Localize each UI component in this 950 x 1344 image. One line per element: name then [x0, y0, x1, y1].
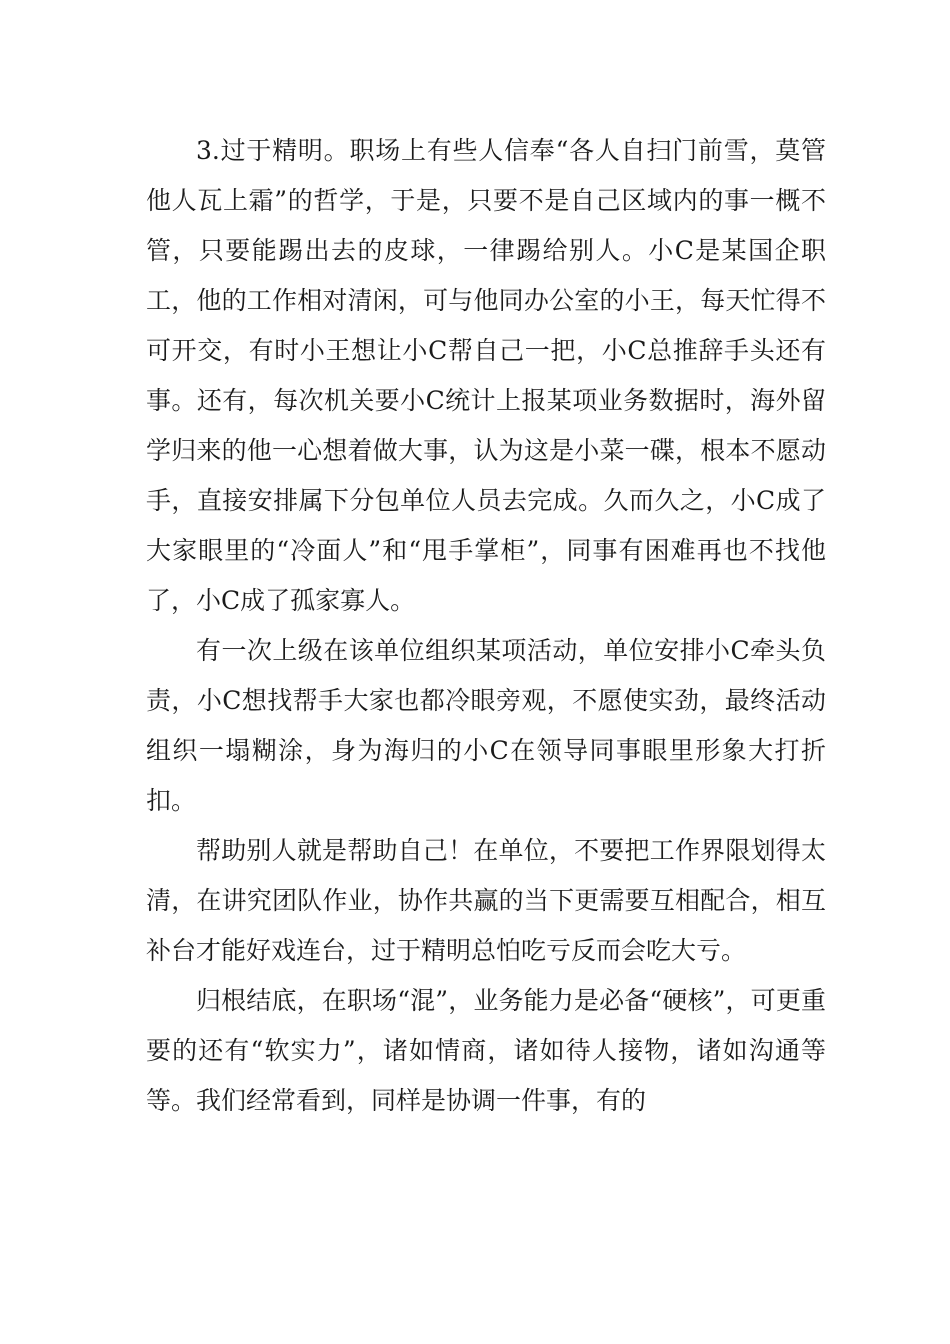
document-body — [146, 126, 826, 1126]
paragraph-help-others: 帮助别人就是帮助自己！在单位，不要把工作界限划得太清，在讲究团队作业，协作共赢的当下更需要互相配合，相互补台才能好戏连台，过于精明总怕吃亏反而会吃大亏。 — [146, 836, 826, 965]
paragraph-soft-skills: 归根结底，在职场“混”，业务能力是必备“硬核”，可更重要的还有“软实力”，诸如情商，诸如待人接物，诸如沟通等等。我们经常看到，同样是协调一件事，有的 — [146, 986, 826, 1115]
paragraph-excessive-shrewdness: 3.过于精明。职场上有些人信奉“各人自扫门前雪，莫管他人瓦上霜”的哲学，于是，只要不是自己区域内的事一概不管，只要能踢出去的皮球，一律踢给别人。小C是某国企职工，他的工作相对清闲，可与他同办公室的小王，每天忙得不可开交，有时小王想让小C帮自己一把，小C总推辞手头还有事。还有，每次机关要小C统计上报某项业务数据时，海外留学归来的他一心想着做大事，认为这是小菜一碟，根本不愿动手，直接安排属下分包单位人员去完成。久而久之，小C成了大家眼里的“冷面人”和“甩手掌柜”，同事有困难再也不找他了，小C成了孤家寡人。 — [146, 136, 826, 615]
paragraph-activity-failure: 有一次上级在该单位组织某项活动，单位安排小C牵头负责，小C想找帮手大家也都冷眼旁观，不愿使实劲，最终活动组织一塌糊涂，身为海归的小C在领导同事眼里形象大打折扣。 — [146, 636, 826, 815]
